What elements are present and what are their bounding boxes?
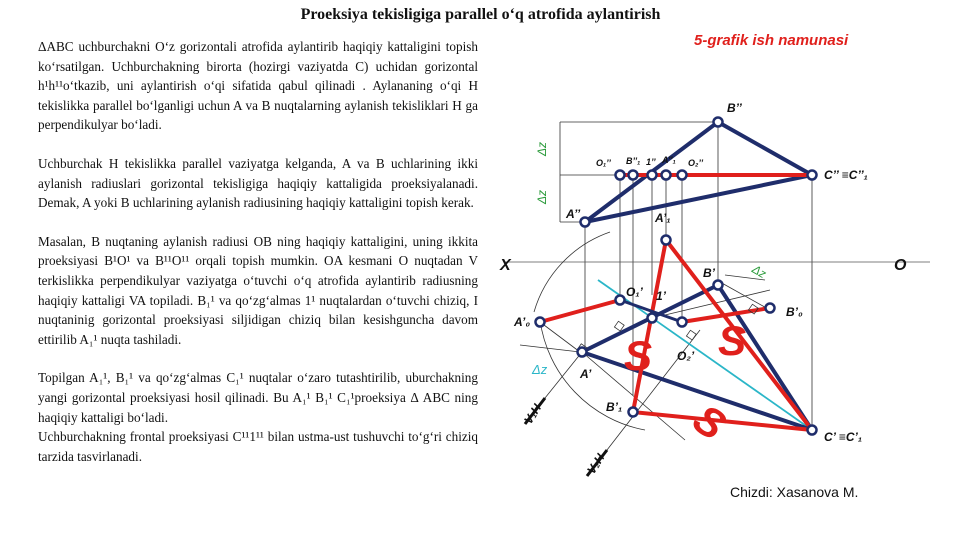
v1h-extension xyxy=(545,352,582,398)
label-rb: RB xyxy=(702,338,718,350)
label-o-axis: O xyxy=(894,257,907,274)
label-dz-right: Δz xyxy=(749,261,769,282)
points xyxy=(536,118,817,435)
subtitle: 5-grafik ish namunasi xyxy=(694,32,849,49)
point-a2 xyxy=(581,218,590,227)
point-o21 xyxy=(678,318,687,327)
s-symbol: S xyxy=(718,317,747,364)
label-v2h: V₂H xyxy=(584,451,608,477)
rotation-arc xyxy=(534,232,610,312)
page-title: Proeksiya tekisligiga parallel o‘q atrofida aylantirish xyxy=(300,6,661,23)
s-symbol: S xyxy=(624,332,653,379)
point-b1 xyxy=(714,281,723,290)
point-c2 xyxy=(808,171,817,180)
point-o22 xyxy=(678,171,687,180)
paragraph-2: Uchburchak H tekislikka parallel vaziyatga kelganda, A va B uchlarining ikki aylanish radiuslari gorizontal tekisligiga haqiqiy kattaligida proeksiyalanadi. Demak, A yoki B uchlarining aylanish radiusining haqiqiy kattaligini topish kerak. xyxy=(38,155,478,211)
point-a11 xyxy=(662,236,671,245)
label-b12: B’’₁ xyxy=(626,156,641,166)
paragraph-4: Topilgan A₁¹, B₁¹ va qo‘zg‘almas C₁¹ nuqtalar o‘zaro tutashtirilib, uburchakning yangi gorizontal proeksiyasi hosil qilinadi. Bu A₁¹ B₁¹ C₁¹proeksiya Δ ABC ning haqiqiy kattaligi bo‘ladi. xyxy=(38,370,478,425)
s-symbol: S xyxy=(684,394,735,450)
point-c1 xyxy=(808,426,817,435)
label-dz-mid: Δz xyxy=(535,189,549,204)
point-o12 xyxy=(616,171,625,180)
label-a0: A’₀ xyxy=(514,315,531,329)
paragraph-3: Masalan, B nuqtaning aylanish radiusi OB ning haqiqiy kattaligini, uning ikkita proeksiyasi B¹O¹ va B¹¹O¹¹ orqali topish mumkin. OA kesmani O nuqtadan V terkislikka perpendikulyar vaziyatga o‘tuvchi o‘q atrofida aylantirib radiusning haqiqiy kattaligi VA topiladi. B₁¹ va qo‘zg‘almas 1¹ nuqtalardan o‘tuvchi chiziq, I nuqtaninig gorizontal proeksiyasi siljidigan chiziq bilan kesishguncha davom ettirilib A₁¹ nuqta tashiladi. xyxy=(38,233,478,347)
point-12 xyxy=(648,171,657,180)
label-c1: C’ ≡C’₁ xyxy=(824,430,863,444)
label-dz-top: Δz xyxy=(535,141,549,156)
point-a0 xyxy=(536,318,545,327)
label-11: 1’ xyxy=(656,289,667,303)
label-o22: O₂’’ xyxy=(688,158,704,168)
point-b12 xyxy=(629,171,638,180)
paragraph-5: Uchburchakning frontal proeksiyasi C¹¹1¹¹ bilan ustma-ust tushuvchi to‘g‘ri chiziq tarzida tasvirlanadi. xyxy=(38,429,478,464)
label-b11: B’₁ xyxy=(606,400,623,414)
point-11 xyxy=(648,314,657,323)
label-c2: C’’ ≡C’’₁ xyxy=(824,168,868,182)
label-b1: B’ xyxy=(703,266,715,280)
label-a11: A’₁ xyxy=(655,211,671,225)
label-dz-cyan: Δz xyxy=(532,362,548,377)
label-b0: B’₀ xyxy=(786,305,803,319)
point-b2 xyxy=(714,118,723,127)
edge-b2-c2 xyxy=(718,122,812,175)
dimension-line xyxy=(520,345,580,352)
paragraph-1: ΔABC uchburchakni O‘z gorizontali atrofida aylantirib haqiqiy kattaligini topish ko‘rsatilgan. Uchburchakning birorta (hozirgi vaziyatda C) uchidan gorizontal h¹h¹¹o‘tkazib, uni aylantirish o‘qi sifatida qabul qilinadi . Aylananing o‘qi H tekislikka parallel bo‘lganligi uchun A va B nuqtalarning aylanish tekisliklari H ga perpendikulyar bo‘ladi. xyxy=(38,39,478,133)
point-b11 xyxy=(629,408,638,417)
label-12: 1’’ xyxy=(646,157,656,167)
label-x-axis: X xyxy=(500,257,511,274)
label-ra: RA xyxy=(568,317,584,329)
point-o11 xyxy=(616,296,625,305)
label-a2: A’’ xyxy=(566,207,581,221)
label-v1h: V₁H xyxy=(521,401,545,427)
point-b0 xyxy=(766,304,775,313)
author-credit: Chizdi: Xasanova M. xyxy=(730,484,859,500)
label-o11: O₁’ xyxy=(626,285,643,299)
label-o12: O₁’’ xyxy=(596,158,611,168)
label-o21: O₂’ xyxy=(677,349,695,363)
point-a1 xyxy=(578,348,587,357)
label-b2: B’’ xyxy=(727,101,742,115)
point-a12 xyxy=(662,171,671,180)
label-a1: A’ xyxy=(580,367,592,381)
label-a12: A’’₁ xyxy=(662,155,676,165)
